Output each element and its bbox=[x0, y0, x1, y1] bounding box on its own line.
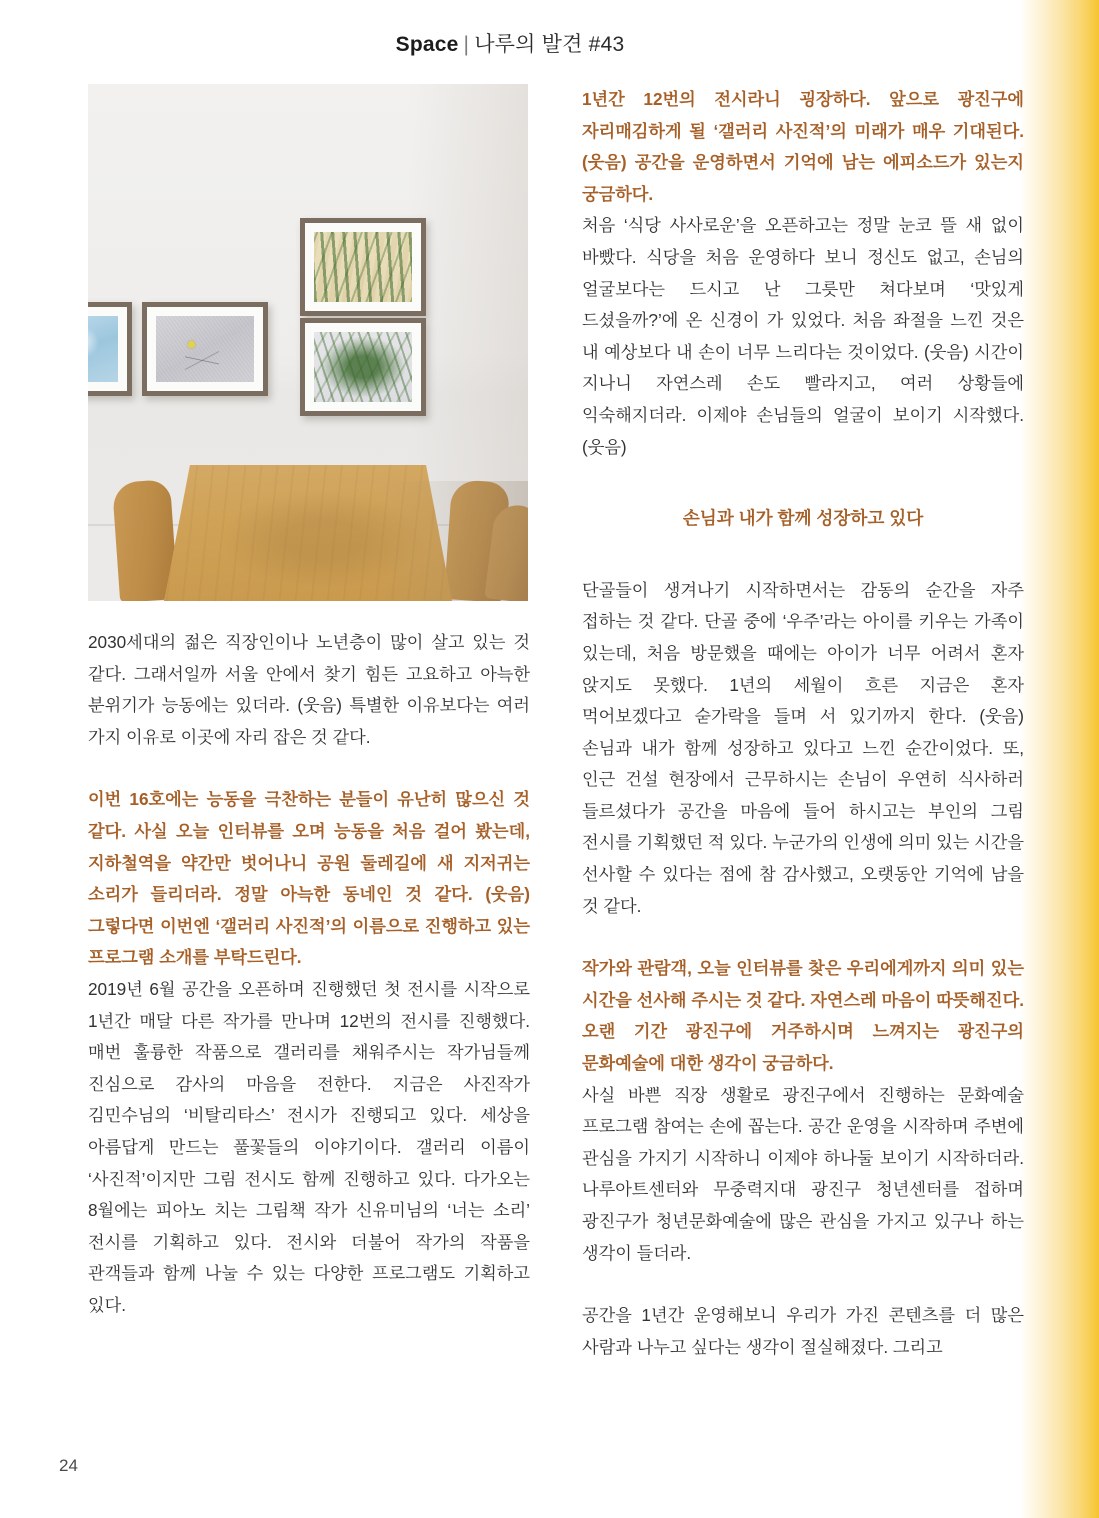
left-answer-1: 2019년 6월 공간을 오픈하며 진행했던 첫 전시를 시작으로 1년간 매달 다른 작가를 만나며 12번의 전시를 진행했다. 매번 훌륭한 작품으로 갤러리를 채워주시는 작가님들께 진심으로 감사의 마음을 전한다. 지금은 사진작가 김민수님의 ‘비탈리타스’ 전시가 진행되고 있다. 세상을 아름답게 만드는 풀꽃들의 이야기이다. 갤러리 이름이 ‘사진적’이지만 그림 전시도 함께 진행하고 있다. 다가오는 8월에는 피아노 치는 그림책 작가 신유미님의 ‘너는 소리’ 전시를 기획하고 있다. 전시와 더불어 작가의 작품을 관객들과 함께 나눌 수 있는 다양한 프로그램도 기획하고 있다. bbox=[88, 978, 530, 1315]
spacer bbox=[582, 1269, 1024, 1300]
right-column bbox=[582, 84, 1024, 1363]
right-question-2: 작가와 관람객, 오늘 인터뷰를 찾은 우리에게까지 의미 있는 시간을 선사해 주시는 것 같다. 자연스레 마음이 따뜻해진다. 오랜 기간 광진구에 거주하시며 느껴지는 광진구의 문화예술에 대한 생각이 궁금하다. bbox=[582, 958, 1024, 1074]
left-paragraph-1: 2030세대의 젊은 직장인이나 노년층이 많이 살고 있는 것 같다. 그래서일까 서울 안에서 찾기 힘든 고요하고 아늑한 분위기가 능동에는 있더라. (웃음) 특별한 이유보다는 여러 가지 이유로 이곳에 자리 잡은 것 같다. bbox=[88, 632, 530, 747]
header-issue: 나루의 발견 #43 bbox=[474, 33, 625, 56]
left-column bbox=[88, 84, 530, 1321]
right-answer-1: 처음 ‘식당 사사로운’을 오픈하고는 정말 눈코 뜰 새 없이 바빴다. 식당을 처음 운영하다 보니 정신도 없고, 손님의 얼굴보다는 드시고 난 그릇만 쳐다보며 ‘맛있게 드셨을까?’에 온 신경이 가 있었다. 처음 좌절을 느낀 것은 내 예상보다 내 손이 너무 느리다는 것이었다. (웃음) 시간이 지나니 자연스레 손도 빨라지고, 여러 상황들에 익숙해지더라. 이제야 손님들의 얼굴이 보이기 시작했다. (웃음) bbox=[582, 215, 1024, 457]
spacer bbox=[582, 922, 1024, 953]
header-brand: Space bbox=[395, 33, 459, 56]
frame-mat bbox=[305, 223, 421, 311]
frame-mat bbox=[88, 307, 127, 391]
section-subheading: 손님과 내가 함께 성장하고 있다 bbox=[682, 508, 924, 529]
header-separator: | bbox=[463, 33, 470, 56]
right-answer-3: 사실 바쁜 직장 생활로 광진구에서 진행하는 문화예술 프로그램 참여는 손에 꼽는다. 공간 운영을 시작하며 주변에 관심을 가지기 시작하니 이제야 하나둘 보이기 시작하더라. 나루아트센터와 무중력지대 광진구 청년센터를 접하며 광진구가 청년문화예술에 많은 관심을 가지고 있구나 하는 생각이 들더라. bbox=[582, 1084, 1024, 1263]
framed-photo-green-upper bbox=[300, 218, 426, 316]
right-answer-2: 단골들이 생겨나기 시작하면서는 감동의 순간을 자주 접하는 것 같다. 단골 중에 ‘우주’라는 아이를 키우는 가족이 있는데, 처음 방문했을 때에는 아이가 너무 어려서 혼자 앉지도 못했다. 1년의 세월이 흐른 지금은 혼자 먹어보겠다고 숟가락을 들며 서 있기까지 한다. (웃음) 손님과 내가 함께 성장하고 있다고 느낀 순간이었다. 또, 인근 건설 현장에서 근무하시는 손님이 우연히 식사하러 들르셨다가 공간을 마음에 들어 하시고는 부인의 그림 전시를 기획했던 적 있다. 누군가의 인생에 의미 있는 시간을 선사할 수 있다는 점에 참 감사했고, 오랫동안 기억에 남을 것 같다. bbox=[582, 579, 1024, 916]
framed-photo-gray bbox=[142, 302, 268, 396]
left-question-1: 이번 16호에는 능동을 극찬하는 분들이 유난히 많으신 것 같다. 사실 오늘 인터뷰를 오며 능동을 처음 걸어 봤는데, 지하철역을 약간만 벗어나니 공원 둘레길에 새 지저귀는 소리가 들리더라. 정말 아늑한 동네인 것 같다. (웃음) 그렇다면 이번엔 ‘갤러리 사진적’의 이름으로 진행하고 있는 프로그램 소개를 부탁드린다. bbox=[88, 789, 530, 968]
spacer bbox=[582, 535, 1024, 575]
gallery-interior-photo bbox=[88, 84, 528, 601]
gold-edge-strip bbox=[1020, 0, 1099, 1518]
floor-shadow bbox=[378, 481, 528, 601]
artwork-gray-flower bbox=[156, 316, 254, 382]
right-answer-4: 공간을 1년간 운영해보니 우리가 가진 콘텐츠를 더 많은 사람과 나누고 싶다는 생각이 절실해졌다. 그리고 bbox=[582, 1305, 1024, 1357]
page-number: 24 bbox=[59, 1456, 78, 1475]
artwork-blue bbox=[88, 316, 118, 382]
page-header bbox=[0, 28, 1020, 58]
right-question-1: 1년간 12번의 전시라니 굉장하다. 앞으로 광진구에 자리매김하게 될 ‘갤러리 사진적’의 미래가 매우 기대된다. (웃음) 공간을 운영하면서 기억에 남는 에피소드가 있는지 궁금하다. bbox=[582, 89, 1024, 204]
framed-photo-blue bbox=[88, 302, 132, 396]
frame-mat bbox=[305, 323, 421, 411]
spacer bbox=[582, 463, 1024, 503]
artwork-green-lower bbox=[314, 332, 412, 402]
spacer bbox=[88, 753, 530, 784]
artwork-green-upper bbox=[314, 232, 412, 302]
framed-photo-green-lower bbox=[300, 318, 426, 416]
frame-mat bbox=[147, 307, 263, 391]
